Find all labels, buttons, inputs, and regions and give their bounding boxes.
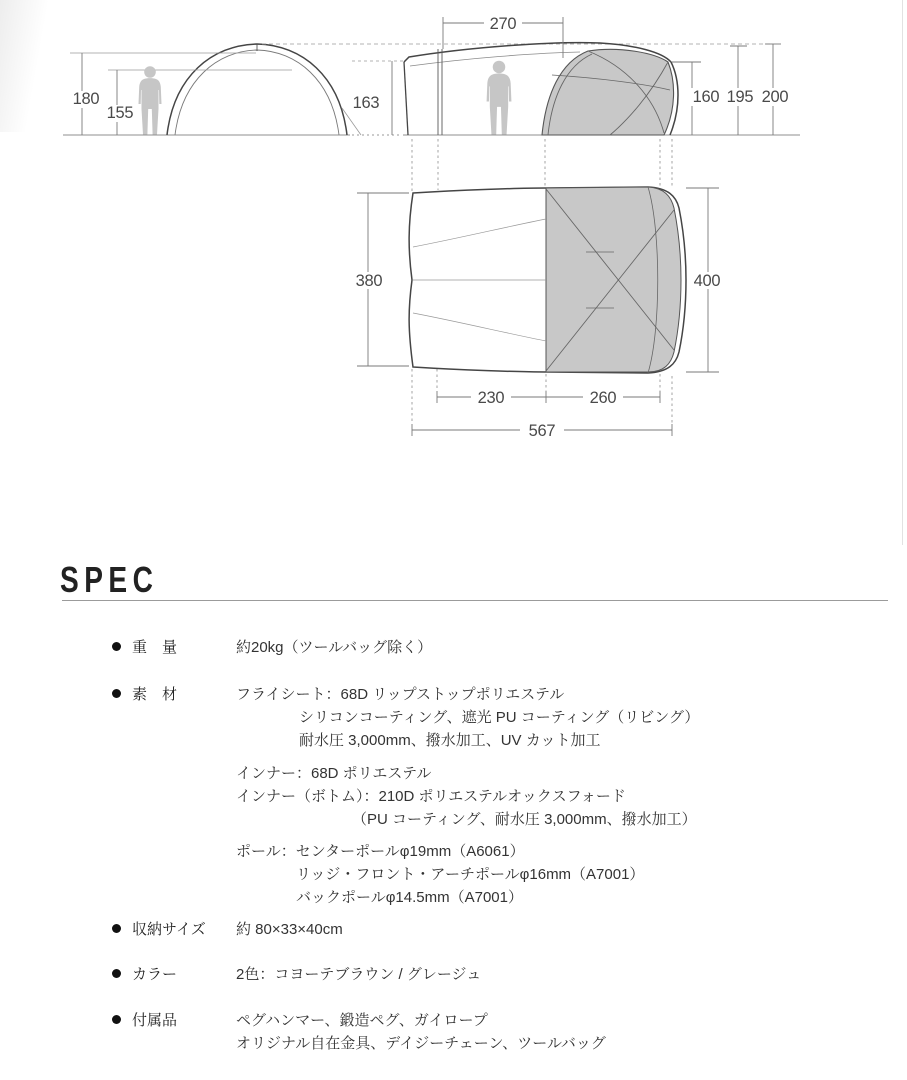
bullet-icon bbox=[112, 1015, 121, 1024]
spec-label-color: カラー bbox=[132, 966, 178, 983]
spec-value-pole-1: ポール：センターポールφ19mm（A6061） bbox=[236, 843, 525, 860]
top-view-diagram bbox=[351, 187, 725, 440]
dim-label-260: 260 bbox=[589, 389, 617, 407]
spec-value-packed-size: 約 80×33×40cm bbox=[236, 921, 343, 938]
spec-value-fly-1: フライシート：68D リップストップポリエステル bbox=[236, 686, 565, 703]
bullet-icon bbox=[112, 642, 121, 651]
spec-value-pole-3: バックポールφ14.5mm（A7001） bbox=[296, 889, 523, 906]
dim-label-155: 155 bbox=[106, 104, 134, 122]
person-silhouette-side bbox=[487, 61, 512, 135]
spec-value-weight: 約20kg（ツールバッグ除く） bbox=[236, 639, 433, 656]
spec-value-inner-2: インナー（ボトム）：210D ポリエステルオックスフォード bbox=[236, 788, 626, 805]
dim-label-270: 270 bbox=[489, 15, 517, 33]
inner-tent-side bbox=[542, 49, 674, 135]
bullet-icon bbox=[112, 689, 121, 698]
spec-value-inner-1: インナー：68D ポリエステル bbox=[236, 765, 432, 782]
spec-label-material: 素 材 bbox=[132, 686, 178, 703]
dim-label-230: 230 bbox=[477, 389, 505, 407]
dim-label-195: 195 bbox=[726, 88, 754, 106]
front-view-diagram bbox=[63, 44, 401, 135]
spec-label-weight: 重 量 bbox=[132, 639, 178, 656]
spec-label-packed-size: 収納サイズ bbox=[132, 921, 206, 938]
side-view-diagram bbox=[262, 15, 800, 135]
bullet-icon bbox=[112, 969, 121, 978]
spec-value-accessories-1: ペグハンマー、鍛造ペグ、ガイロープ bbox=[236, 1012, 488, 1029]
spec-value-accessories-2: オリジナル自在金具、デイジーチェーン、ツールバッグ bbox=[236, 1035, 606, 1052]
spec-divider bbox=[62, 600, 888, 601]
dim-label-180: 180 bbox=[72, 90, 100, 108]
person-silhouette-front bbox=[139, 66, 162, 134]
spec-value-pole-2: リッジ・フロント・アーチポールφ16mm（A7001） bbox=[296, 866, 645, 883]
spec-value-inner-3: （PU コーティング、耐水圧 3,000mm、撥水加工） bbox=[352, 811, 697, 828]
spec-label-accessories: 付属品 bbox=[132, 1012, 178, 1029]
dim-label-400: 400 bbox=[693, 272, 721, 290]
spec-value-color: 2色：コヨーテブラウン / グレージュ bbox=[236, 966, 482, 983]
spec-value-fly-3: 耐水圧 3,000mm、撥水加工、UV カット加工 bbox=[299, 732, 601, 749]
bullet-icon bbox=[112, 924, 121, 933]
dim-label-163: 163 bbox=[352, 94, 380, 112]
dim-label-200: 200 bbox=[761, 88, 789, 106]
spec-value-fly-2: シリコンコーティング、遮光 PU コーティング（リビング） bbox=[299, 709, 700, 726]
dim-label-380: 380 bbox=[355, 272, 383, 290]
spec-heading: SPEC bbox=[60, 559, 159, 600]
dim-label-567: 567 bbox=[528, 422, 556, 440]
dim-label-160: 160 bbox=[692, 88, 720, 106]
tent-dimension-diagram bbox=[0, 0, 907, 470]
